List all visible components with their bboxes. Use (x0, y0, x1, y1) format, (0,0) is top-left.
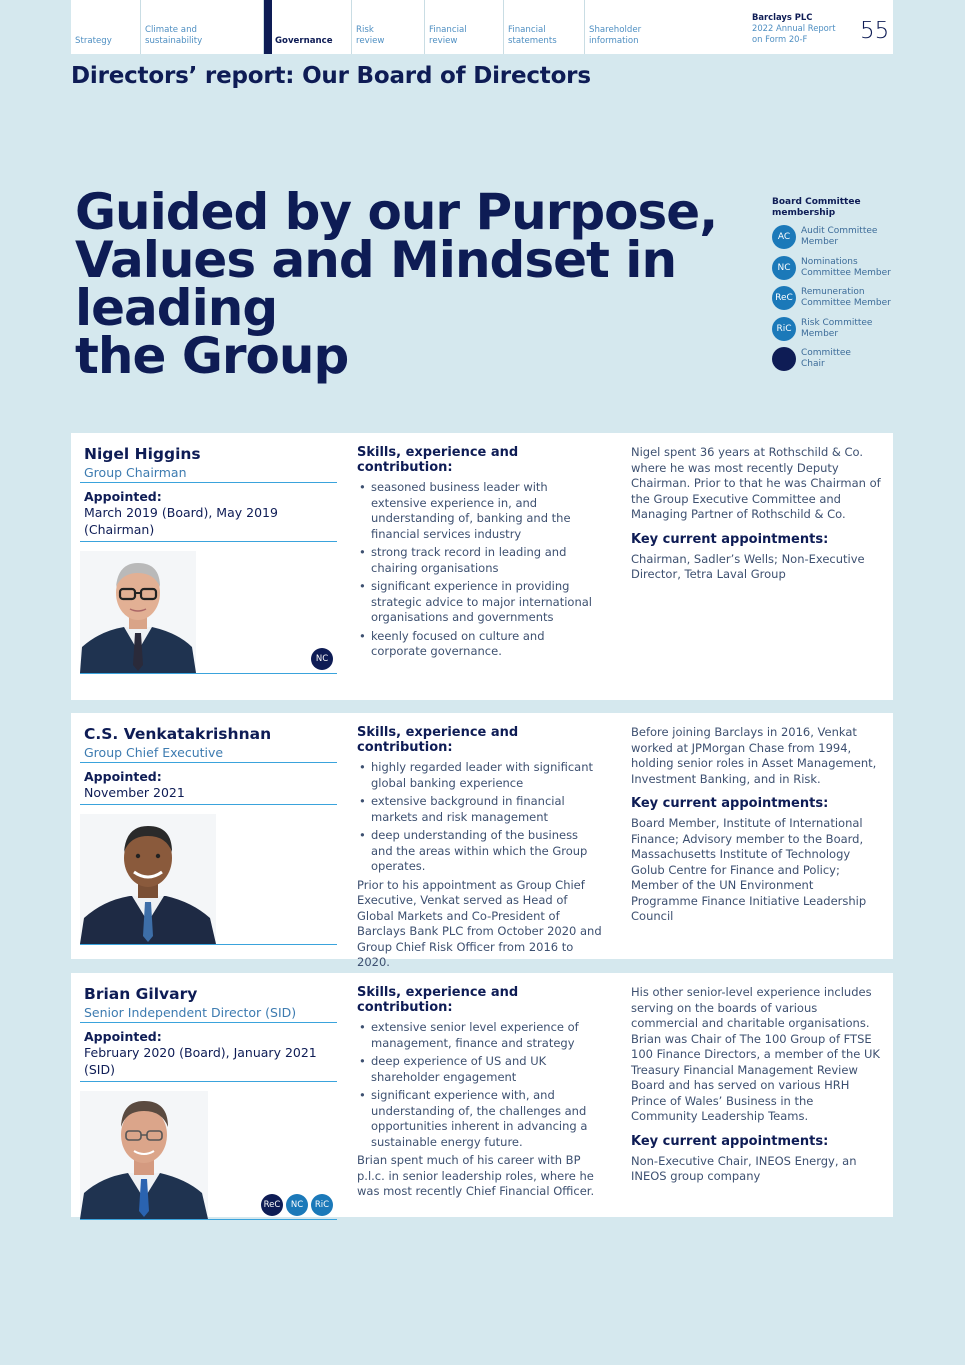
director-role: Group Chief Executive (80, 743, 337, 763)
legend-item-nominations (772, 256, 892, 280)
tab-governance[interactable]: Governance (264, 0, 352, 54)
skill-item: • extensive background in financial markets and risk management (357, 794, 603, 825)
director-photo (80, 1091, 208, 1219)
risk-committee-icon: RiC (311, 1194, 333, 1216)
skill-item: • extensive senior level experience of management, finance and strategy (357, 1020, 603, 1051)
skill-item: • significant experience in providing strategic advice to major international organisations and governments (357, 579, 603, 626)
director-role: Group Chairman (80, 463, 337, 483)
director-photo (80, 814, 216, 944)
director-card-nigel-higgins (71, 433, 893, 700)
legend-label: Remuneration Committee Member (801, 287, 891, 308)
key-appointments: Non-Executive Chair, INEOS Energy, an INEOS group company (631, 1153, 857, 1183)
legend-label: Audit Committee Member (801, 226, 878, 247)
skill-item: • deep understanding of the business and the areas within which the Group operates. (357, 828, 603, 875)
photo-area (80, 550, 337, 674)
director-card-cs-venkatakrishnan (71, 713, 893, 969)
key-appointments-heading: Key current appointments: (631, 531, 829, 547)
report-info (752, 12, 836, 45)
remuneration-committee-chair-icon: ReC (261, 1194, 283, 1216)
skills-heading: Skills, experience and contribution: (357, 445, 519, 475)
skill-item: • deep experience of US and UK shareholder engagement (357, 1054, 603, 1085)
skill-item: • significant experience with, and understanding of, the challenges and opportunities inherent in advancing a sustainable energy future. (357, 1088, 603, 1150)
director-bio: Nigel spent 36 years at Rothschild & Co. where he was most recently Deputy Chairman. Prior to that he was Chairman of the Group Executive Committee and Managing Partner of Rothschild & Co. (631, 445, 881, 521)
appointed-date: March 2019 (Board), May 2019 (Chairman) (80, 504, 337, 542)
tab-financial-statements[interactable]: Financial statements (504, 0, 585, 54)
committee-badges (311, 648, 333, 670)
key-appointments: Board Member, Institute of International Finance; Advisory member to the Board, Massachusetts Institute of Technology Golub Centre for Finance and Policy; Member of the UN Environment Programme Finance Initiative Leadership Council (631, 816, 867, 923)
appointed-label: Appointed: (84, 489, 162, 504)
legend-label: Risk Committee Member (801, 317, 873, 339)
skills-paragraph: Prior to his appointment as Group Chief Executive, Venkat served as Head of Global Markets and Co-President of Barclays Bank PLC from October 2020 and Group Chief Risk Officer from 2016 to 2020. (357, 877, 602, 969)
committee-legend (772, 197, 892, 378)
legend-title: Board Committee membership (772, 197, 861, 218)
skills-heading: Skills, experience and contribution: (357, 985, 519, 1015)
tab-financial-review[interactable]: Financial review (425, 0, 504, 54)
photo-area (80, 1090, 337, 1220)
report-title: Directors’ report: Our Board of Directors (71, 63, 591, 89)
appointed-date: November 2021 (80, 784, 337, 805)
audit-committee-icon: AC (772, 225, 796, 249)
skills-list (357, 480, 603, 660)
tab-shareholder-information[interactable]: Shareholder information (589, 25, 642, 46)
director-name: C.S. Venkatakrishnan (84, 725, 272, 743)
risk-committee-icon: RiC (772, 317, 796, 341)
director-bio: Before joining Barclays in 2016, Venkat worked at JPMorgan Chase from 1994, holding senior roles in Asset Management, Investment Banking, and in Risk. (631, 725, 877, 786)
director-photo (80, 551, 196, 673)
report-name-line2: on Form 20-F (752, 34, 808, 44)
committee-badges (261, 1194, 333, 1216)
skills-paragraph: Brian spent much of his career with BP p.l.c. in senior leadership roles, where he was most recently Chief Financial Officer. (357, 1153, 595, 1198)
tab-climate-sustainability[interactable]: Climate and sustainability (141, 0, 264, 54)
appointed-label: Appointed: (84, 1029, 162, 1044)
key-appointments: Chairman, Sadler’s Wells; Non-Executive Director, Tetra Laval Group (631, 551, 865, 581)
skill-item: • highly regarded leader with significant global banking experience (357, 760, 603, 791)
key-appointments-heading: Key current appointments: (631, 1133, 829, 1149)
director-name: Brian Gilvary (84, 985, 198, 1003)
tab-strategy[interactable]: Strategy (71, 0, 141, 54)
skills-heading: Skills, experience and contribution: (357, 725, 519, 755)
legend-label: Nominations Committee Member (801, 256, 891, 278)
skills-list (357, 760, 603, 875)
appointed-date: February 2020 (Board), January 2021 (SID) (80, 1044, 337, 1082)
skill-item: • strong track record in leading and chairing organisations (357, 545, 603, 576)
committee-chair-icon (772, 347, 796, 371)
hero-line-3: the Group (75, 327, 349, 385)
legend-item-audit (772, 225, 892, 249)
nominations-committee-icon: NC (772, 256, 796, 280)
company-name: Barclays PLC (752, 12, 813, 22)
photo-area (80, 813, 337, 945)
director-role: Senior Independent Director (SID) (80, 1003, 337, 1023)
legend-label: Committee Chair (801, 348, 851, 369)
hero-line-2: Values and Mindset in leading (75, 231, 677, 337)
director-card-brian-gilvary (71, 973, 893, 1217)
skill-item: • keenly focused on culture and corporate governance. (357, 629, 603, 660)
legend-item-remuneration (772, 286, 892, 310)
remuneration-committee-icon: ReC (772, 286, 796, 310)
skills-list (357, 1020, 603, 1150)
legend-item-chair (772, 347, 892, 371)
tab-risk-review[interactable]: Risk review (352, 0, 425, 54)
nominations-committee-icon: NC (286, 1194, 308, 1216)
nominations-committee-chair-icon: NC (311, 648, 333, 670)
hero-heading (75, 183, 775, 385)
page-number: 55 (860, 18, 890, 44)
legend-item-risk (772, 317, 892, 341)
key-appointments-heading: Key current appointments: (631, 796, 829, 811)
director-bio: His other senior-level experience includes serving on the boards of various commercial and charitable organisations. Brian was Chair of The 100 Group of FTSE 100 Finance Directors, a member of the UK Treasury Financial Management Review Board and has served on various HRH Prince of Wales’ Business in the Community Leadership Teams. (631, 985, 880, 1123)
report-name-line1: 2022 Annual Report (752, 23, 836, 33)
skill-item: • seasoned business leader with extensive experience in, and understanding of, banking and the financial services industry (357, 480, 603, 542)
director-name: Nigel Higgins (84, 445, 201, 463)
hero-line-1: Guided by our Purpose, (75, 183, 718, 241)
appointed-label: Appointed: (84, 769, 162, 784)
